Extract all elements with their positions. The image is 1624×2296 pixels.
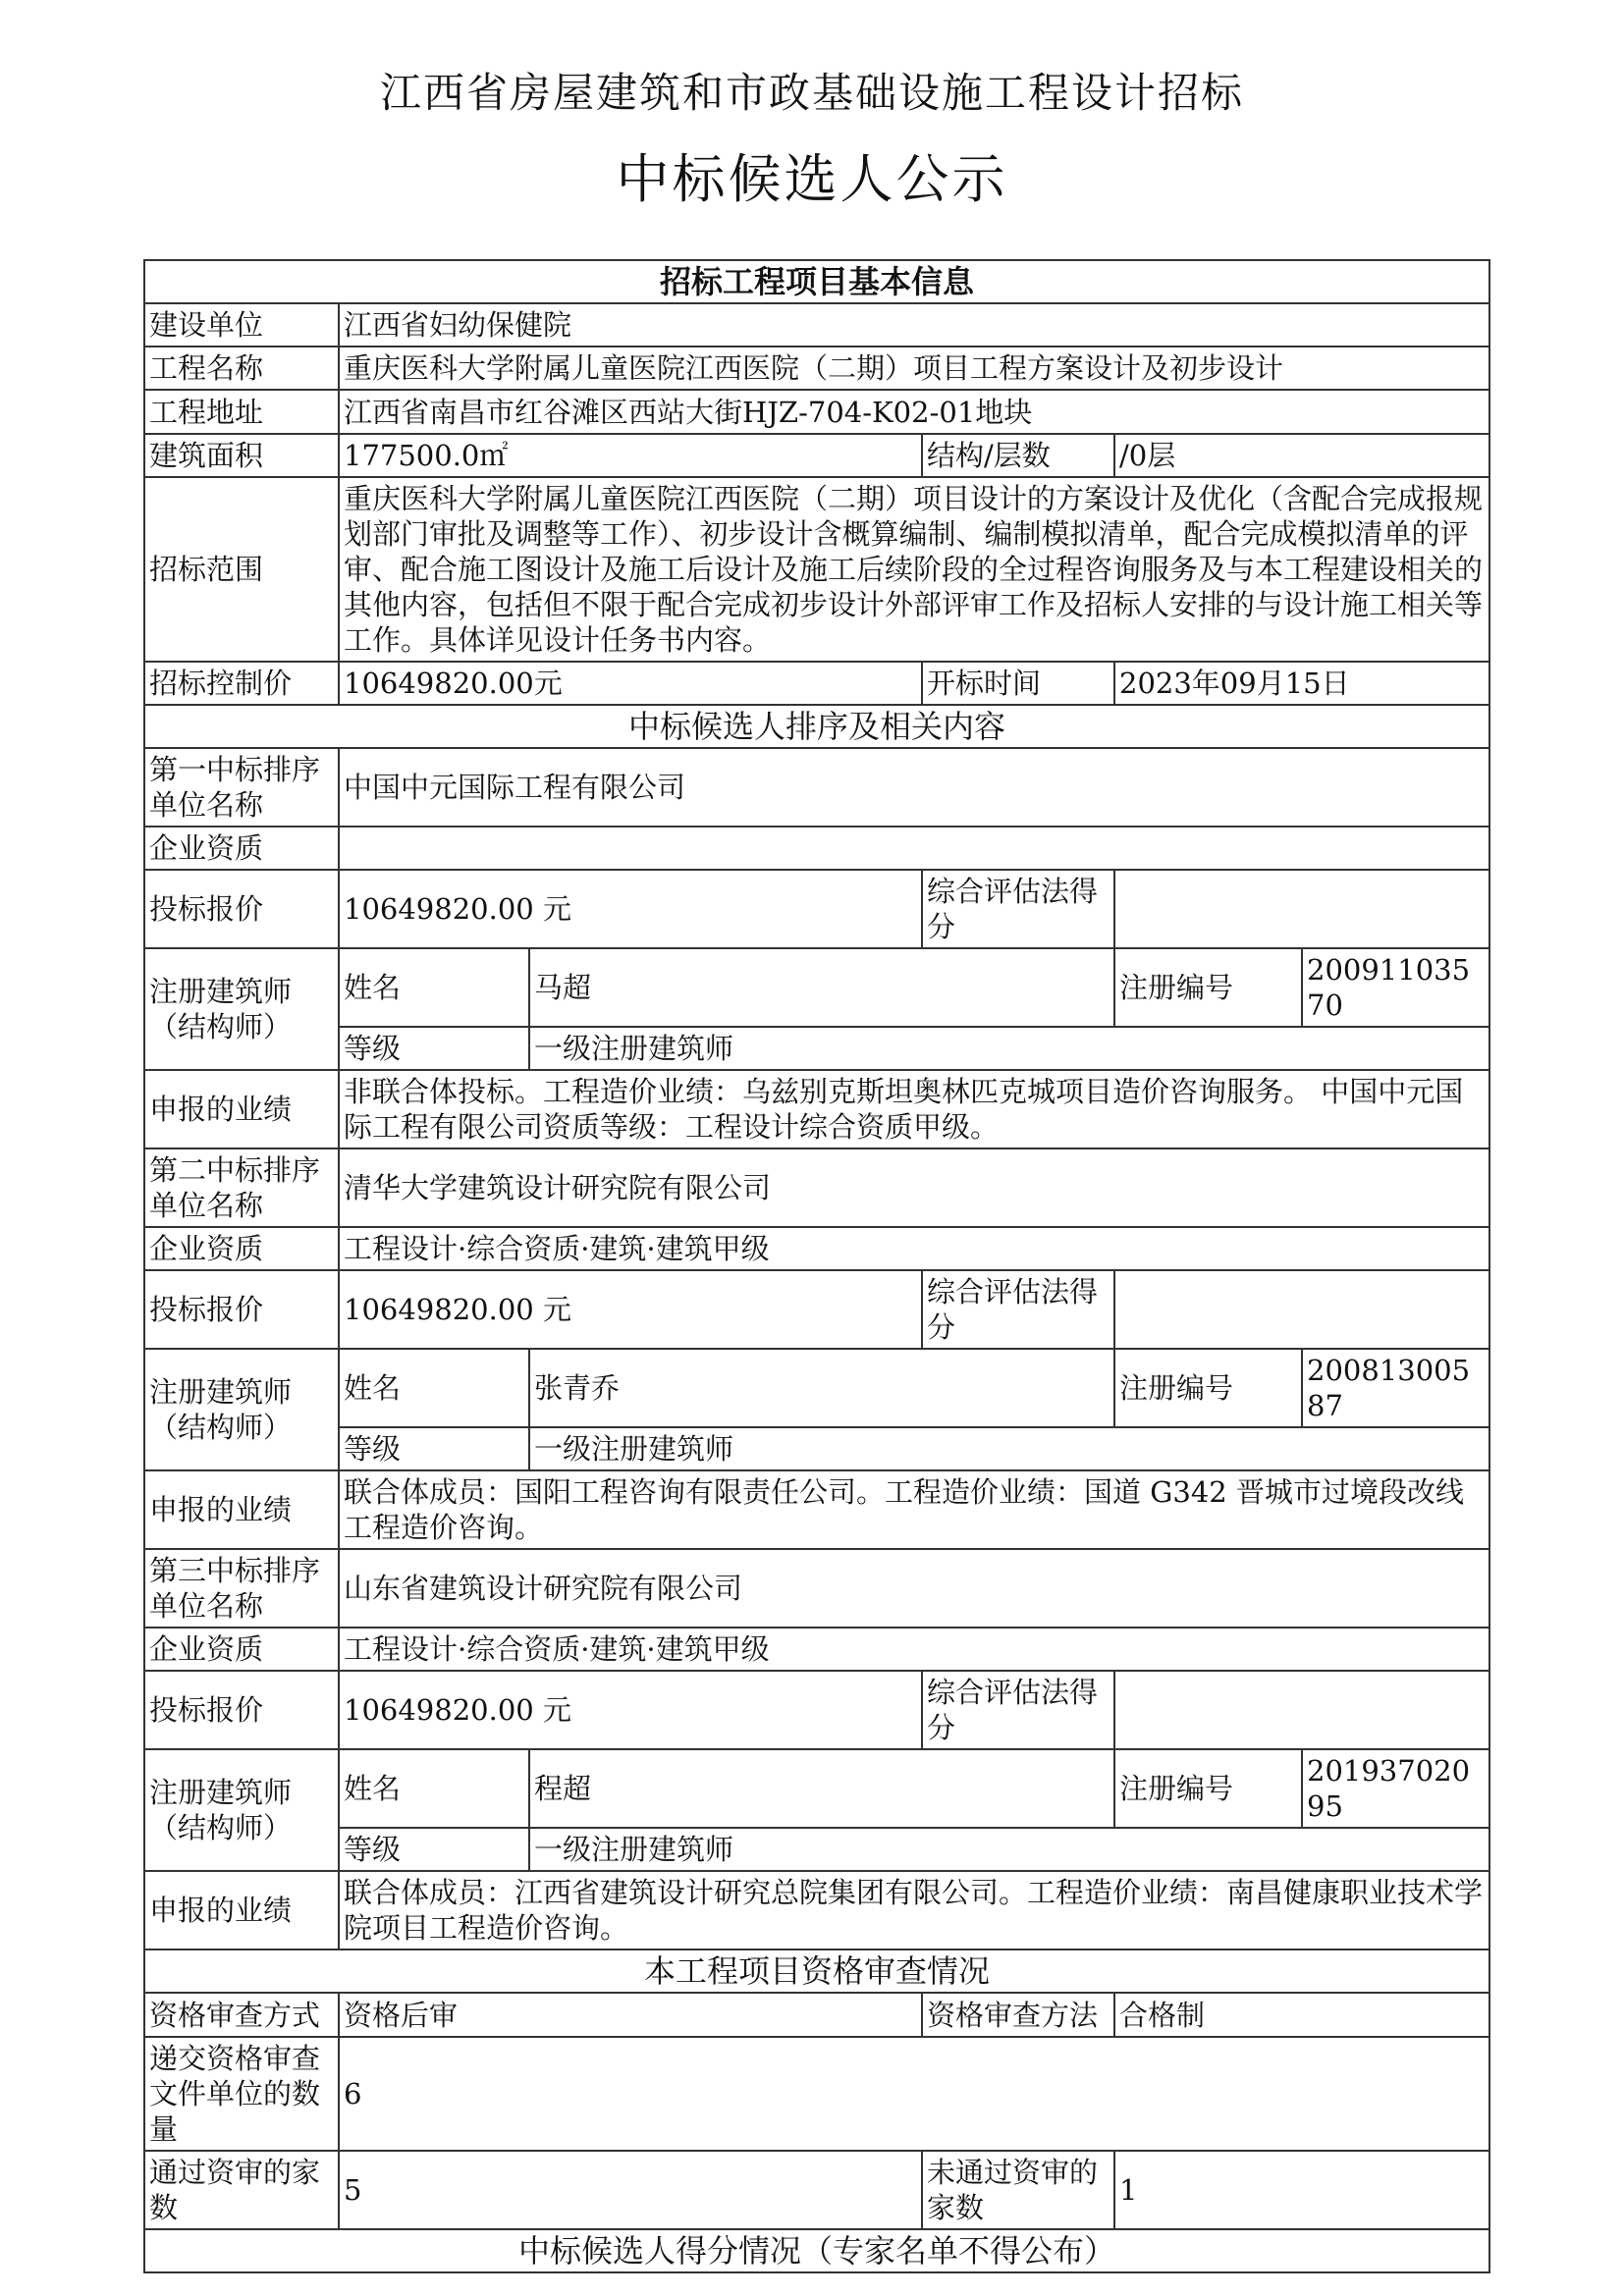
architect-name-value: 张青乔 xyxy=(529,1349,1114,1427)
score-value xyxy=(1114,1671,1489,1749)
architect-name-label: 姓名 xyxy=(339,948,529,1027)
architect-name-value: 程超 xyxy=(529,1749,1114,1828)
grade-value: 一级注册建筑师 xyxy=(529,1027,1489,1070)
bid-price-label: 投标报价 xyxy=(144,1671,339,1749)
architect-name-label: 姓名 xyxy=(339,1349,529,1427)
score-label: 综合评估法得分 xyxy=(922,870,1114,948)
builder-label: 建设单位 xyxy=(144,303,339,347)
failed-count-value: 1 xyxy=(1114,2151,1489,2229)
performance-label: 申报的业绩 xyxy=(144,1070,339,1148)
grade-value: 一级注册建筑师 xyxy=(529,1828,1489,1871)
open-time-label: 开标时间 xyxy=(922,662,1114,705)
candidate-rank-label: 第三中标排序单位名称 xyxy=(144,1549,339,1628)
architect-name-value: 马超 xyxy=(529,948,1114,1027)
candidate-rank-label: 第二中标排序单位名称 xyxy=(144,1148,339,1227)
open-time-value: 2023年09月15日 xyxy=(1114,662,1489,705)
review-method-value: 合格制 xyxy=(1114,1993,1489,2037)
review-mode-label: 资格审查方式 xyxy=(144,1993,339,2037)
bid-price-label: 投标报价 xyxy=(144,870,339,948)
passed-count-label: 通过资审的家数 xyxy=(144,2151,339,2229)
bid-price-value: 10649820.00 元 xyxy=(339,870,922,948)
document-title: 江西省房屋建筑和市政基础设施工程设计招标 xyxy=(379,69,1244,117)
qualification-label: 企业资质 xyxy=(144,1227,339,1270)
submitted-count-label: 递交资格审查文件单位的数量 xyxy=(144,2037,339,2151)
score-label: 综合评估法得分 xyxy=(922,1270,1114,1349)
architect-label: 注册建筑师（结构师） xyxy=(144,1749,339,1871)
performance-value: 联合体成员：江西省建筑设计研究总院集团有限公司。工程造价业绩：南昌健康职业技术学院项目工程造价咨询。 xyxy=(339,1871,1489,1949)
reg-no-value: 20081300587 xyxy=(1302,1349,1489,1427)
floors-value: /0层 xyxy=(1114,434,1489,477)
grade-label: 等级 xyxy=(339,1427,529,1470)
builder-value: 江西省妇幼保健院 xyxy=(339,303,1489,347)
section-title-scores: 中标候选人得分情况（专家名单不得公布） xyxy=(144,2229,1489,2272)
performance-value: 非联合体投标。工程造价业绩：乌兹别克斯坦奥林匹克城项目造价咨询服务。 中国中元国际工程有限公司资质等级：工程设计综合资质甲级。 xyxy=(339,1070,1489,1148)
passed-count-value: 5 xyxy=(339,2151,922,2229)
qualification-value: 工程设计·综合资质·建筑·建筑甲级 xyxy=(339,1628,1489,1671)
grade-value: 一级注册建筑师 xyxy=(529,1427,1489,1470)
review-method-label: 资格审查方法 xyxy=(922,1993,1114,2037)
reg-no-value: 20091103570 xyxy=(1302,948,1489,1027)
document-subtitle: 中标候选人公示 xyxy=(616,148,1008,210)
bid-price-value: 10649820.00 元 xyxy=(339,1671,922,1749)
qualification-label: 企业资质 xyxy=(144,827,339,870)
submitted-count-value: 6 xyxy=(339,2037,1489,2151)
candidate-company: 中国中元国际工程有限公司 xyxy=(339,748,1489,827)
scope-label: 招标范围 xyxy=(144,477,339,662)
address-label: 工程地址 xyxy=(144,390,339,434)
area-label: 建筑面积 xyxy=(144,434,339,477)
reg-no-label: 注册编号 xyxy=(1114,1749,1302,1828)
section-title-basic-info: 招标工程项目基本信息 xyxy=(144,260,1489,303)
architect-label: 注册建筑师（结构师） xyxy=(144,1349,339,1470)
address-value: 江西省南昌市红谷滩区西站大街HJZ-704-K02-01地块 xyxy=(339,390,1489,434)
project-name-value: 重庆医科大学附属儿童医院江西医院（二期）项目工程方案设计及初步设计 xyxy=(339,347,1489,390)
bid-price-label: 投标报价 xyxy=(144,1270,339,1349)
score-value xyxy=(1114,1270,1489,1349)
qualification-value xyxy=(339,827,1489,870)
grade-label: 等级 xyxy=(339,1027,529,1070)
reg-no-label: 注册编号 xyxy=(1114,1349,1302,1427)
grade-label: 等级 xyxy=(339,1828,529,1871)
performance-label: 申报的业绩 xyxy=(144,1871,339,1949)
control-price-label: 招标控制价 xyxy=(144,662,339,705)
reg-no-label: 注册编号 xyxy=(1114,948,1302,1027)
section-title-candidates: 中标候选人排序及相关内容 xyxy=(144,705,1489,748)
section-title-review: 本工程项目资格审查情况 xyxy=(144,1949,1489,1993)
candidate-company: 山东省建筑设计研究院有限公司 xyxy=(339,1549,1489,1628)
candidate-rank-label: 第一中标排序单位名称 xyxy=(144,748,339,827)
project-name-label: 工程名称 xyxy=(144,347,339,390)
floors-label: 结构/层数 xyxy=(922,434,1114,477)
announcement-table xyxy=(143,259,1490,2273)
area-value: 177500.0㎡ xyxy=(339,434,922,477)
candidate-company: 清华大学建筑设计研究院有限公司 xyxy=(339,1148,1489,1227)
architect-label: 注册建筑师（结构师） xyxy=(144,948,339,1070)
bid-price-value: 10649820.00 元 xyxy=(339,1270,922,1349)
qualification-label: 企业资质 xyxy=(144,1628,339,1671)
control-price-value: 10649820.00元 xyxy=(339,662,922,705)
qualification-value: 工程设计·综合资质·建筑·建筑甲级 xyxy=(339,1227,1489,1270)
score-label: 综合评估法得分 xyxy=(922,1671,1114,1749)
scope-value: 重庆医科大学附属儿童医院江西医院（二期）项目设计的方案设计及优化（含配合完成报规划部门审批及调整等工作）、初步设计含概算编制、编制模拟清单，配合完成模拟清单的评审、配合施工图设计及施工后设计及施工后续阶段的全过程咨询服务及与本工程建设相关的其他内容，包括但不限于配合完成初步设计外部评审工作及招标人安排的与设计施工相关等工作。具体详见设计任务书内容。 xyxy=(339,477,1489,662)
performance-value: 联合体成员：国阳工程咨询有限责任公司。工程造价业绩：国道 G342 晋城市过境段改线工程造价咨询。 xyxy=(339,1470,1489,1549)
reg-no-value: 20193702095 xyxy=(1302,1749,1489,1828)
review-mode-value: 资格后审 xyxy=(339,1993,922,2037)
architect-name-label: 姓名 xyxy=(339,1749,529,1828)
score-value xyxy=(1114,870,1489,948)
failed-count-label: 未通过资审的家数 xyxy=(922,2151,1114,2229)
performance-label: 申报的业绩 xyxy=(144,1470,339,1549)
